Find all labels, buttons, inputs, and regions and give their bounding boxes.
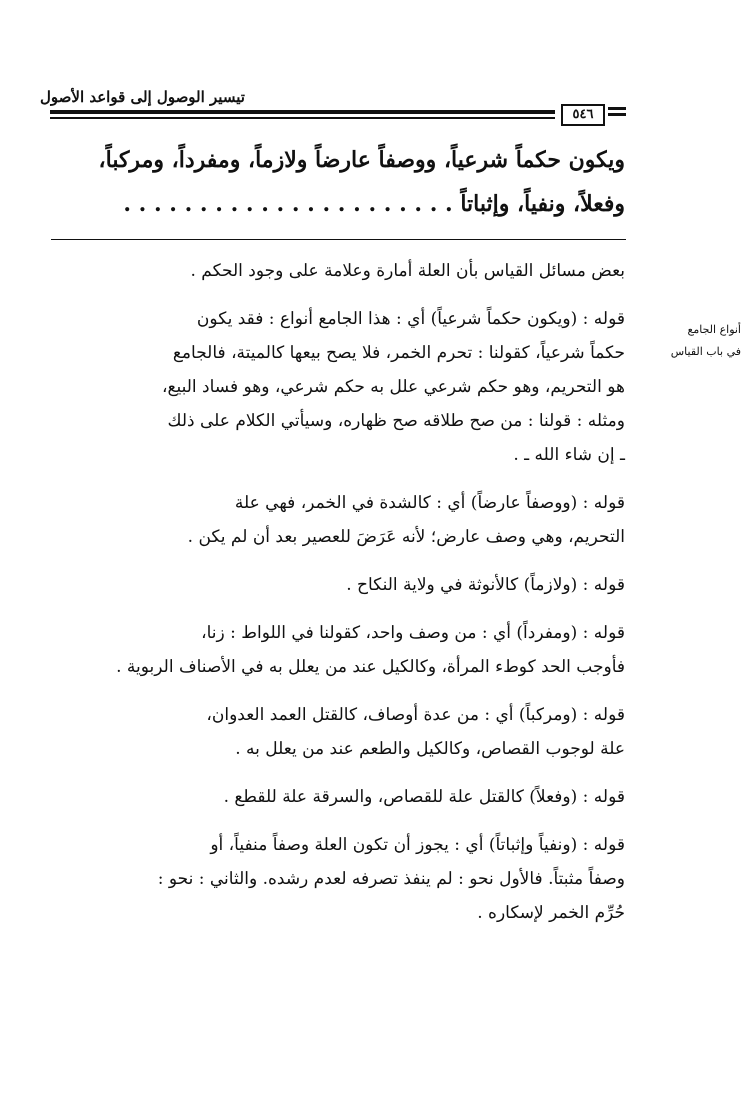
commentary-line: حُرِّم الخمر لإسكاره . bbox=[477, 903, 625, 923]
header-rule-thin bbox=[50, 117, 555, 119]
commentary-paragraph bbox=[45, 568, 625, 602]
ornament-bar-top bbox=[608, 107, 626, 110]
commentary-line: قوله : (وفعلاً) كالقتل علة للقصاص، والسرقة علة للقطع . bbox=[223, 787, 625, 807]
margin-note-line: أنواع الجامع bbox=[687, 323, 741, 336]
commentary-line: حكماً شرعياً، كقولنا : تحرم الخمر، فلا يصح بيعها كالميتة، فالجامع bbox=[172, 343, 625, 363]
commentary-line: قوله : (ومفرداً) أي : من وصف واحد، كقولنا في اللواط : زنا، bbox=[201, 623, 625, 643]
running-title: تيسير الوصول إلى قواعد الأصول bbox=[40, 88, 245, 106]
page-number: ٥٤٦ bbox=[561, 104, 605, 126]
margin-note-line: في باب القياس bbox=[670, 345, 741, 358]
commentary-paragraph bbox=[45, 616, 625, 684]
commentary-line: قوله : (ولازماً) كالأنوثة في ولاية النكاح . bbox=[346, 575, 625, 595]
commentary-intro: بعض مسائل القياس بأن العلة أمارة وعلامة على وجود الحكم . bbox=[190, 261, 625, 281]
commentary-paragraph bbox=[45, 486, 625, 554]
commentary-line: ـ إن شاء الله ـ . bbox=[513, 445, 625, 465]
commentary-line: قوله : (ونفياً وإثباتاً) أي : يجوز أن تكون العلة وصفاً منفياً، أو bbox=[210, 835, 625, 855]
commentary-line: التحريم، وهي وصف عارض؛ لأنه عَرَضَ للعصير بعد أن لم يكن . bbox=[187, 527, 625, 547]
commentary-line: قوله : (ووصفاً عارضاً) أي : كالشدة في الخمر، فهي علة bbox=[234, 493, 625, 513]
commentary bbox=[45, 254, 625, 944]
header-rule-thick bbox=[50, 110, 555, 114]
commentary-paragraph bbox=[45, 302, 625, 472]
text-separator bbox=[51, 239, 626, 240]
commentary-line: فأوجب الحد كوطء المرأة، وكالكيل عند من يعلل به في الأصناف الربوية . bbox=[116, 657, 625, 677]
margin-note bbox=[641, 319, 741, 363]
commentary-line: علة لوجوب القصاص، وكالكيل والطعم عند من يعلل به . bbox=[235, 739, 625, 759]
commentary-line: قوله : (ومركباً) أي : من عدة أوصاف، كالقتل العمد العدوان، bbox=[206, 705, 625, 725]
page-number-ornament bbox=[608, 107, 626, 119]
commentary-paragraph bbox=[45, 698, 625, 766]
commentary-paragraph bbox=[45, 828, 625, 930]
matn-line: وفعلاً، ونفياً، وإثباتاً . . . . . . . . . . . . . . . . . . . . . . bbox=[123, 191, 625, 217]
commentary-line: ومثله : قولنا : من صح طلاقه صح ظهاره، وسيأتي الكلام على ذلك bbox=[167, 411, 625, 431]
commentary-line: قوله : (ويكون حكماً شرعياً) أي : هذا الجامع أنواع : فقد يكون bbox=[196, 309, 625, 329]
matn-line: ويكون حكماً شرعياً، ووصفاً عارضاً ولازماً، ومفرداً، ومركباً، bbox=[98, 147, 625, 173]
ornament-bar-bottom bbox=[608, 113, 626, 116]
header-rule bbox=[50, 110, 555, 122]
commentary-line: هو التحريم، وهو حكم شرعي علل به حكم شرعي، وهو فساد البيع، bbox=[161, 377, 625, 397]
commentary-line: وصفاً مثبتاً. فالأول نحو : لم ينفذ تصرفه لعدم رشده. والثاني : نحو : bbox=[157, 869, 625, 889]
commentary-paragraph bbox=[45, 780, 625, 814]
matn-text bbox=[45, 138, 625, 226]
